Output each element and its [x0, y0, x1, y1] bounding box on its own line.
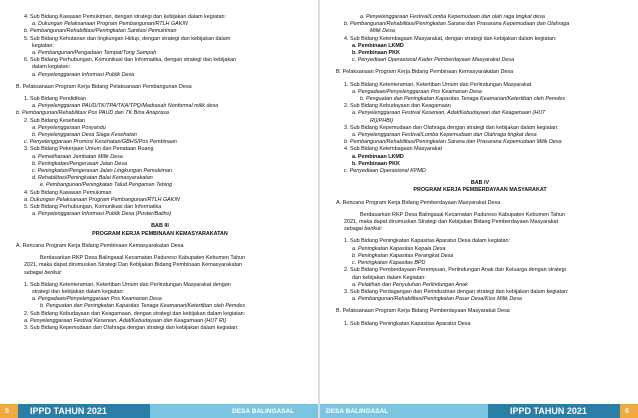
text-line: 2. Sub Bidang Kesehatan: [24, 117, 86, 124]
text-line: b. Peningkatan/Pengerasan Jalan Desa: [32, 160, 128, 167]
text-line: 1. Sub Bidang Ketenteraman, Ketertiban Umum dan Perlindungan Masyarakat: [344, 81, 532, 88]
text-line: a. Dukungan Pelaksanaan Program Pembangunan/RTLH GAKIN: [24, 196, 180, 203]
text-line: B. Pelaksanaan Program Kerja Bidang Pelaksanaan Pembangunan Desa: [16, 83, 192, 90]
text-line: 4. Sub Bidang Kawasan Pemukiman: [24, 189, 112, 196]
text-line: 3. Sub Bidang Pekerjaan Umum dan Penataan Ruang: [24, 146, 154, 153]
text-line: a. Pemeliharaan Jembatan Milik Desa: [32, 153, 123, 160]
text-line: a. Pengadaan/Penyelenggaraan Pos Keamanan Desa: [352, 88, 482, 95]
page-left: [0, 0, 318, 418]
text-line: b. Pembinaan PKK: [352, 50, 400, 57]
text-line: 2. Sub Bidang Kebudayaan dan Keagamaan: [344, 103, 451, 110]
text-line: sebagai berikut:: [344, 226, 383, 233]
text-line: 4. Sub Bidang Kelembagaan Masyarakat: [344, 146, 442, 153]
text-line: b. Pembangunan/Rehabilitasi/Peningkatan Sarana dan Prasarana Kepemudaan dan Olahraga: [344, 21, 570, 28]
text-line: a. Pembangunan/Pengadaan Tempat/Tong Sampah: [32, 50, 157, 57]
text-line: 5. Sub Bidang Perhubungan, Komunikasi dan Informatika: [24, 204, 162, 211]
text-line: 1. Sub Bidang Peningkatan Kapasitas Aparatur Desa: [344, 320, 471, 327]
text-line: RI)/PHBI): [370, 117, 394, 124]
footer-subtitle: DESA BALINGASAL: [326, 408, 389, 415]
text-line: a. Penyelenggaraan Posyandu: [32, 124, 106, 131]
text-line: a. Penyelenggaraan Festival/Lomba Kepemudaan dan olah raga tingkat desa: [360, 14, 545, 20]
text-line: c. Penyediaan Operasional KPMD: [344, 168, 426, 175]
text-line: a. Peningkatan Kapasitas Kepala Desa: [352, 245, 446, 252]
text-line: 3. Sub Bidang Perdagangan dan Perindustrian dengan strategi dan kebijakan dalam kegiatan:: [344, 288, 569, 295]
text-line: sebagai berikut:: [24, 269, 63, 276]
text-line: 2. Sub Bidang Kebudayaan dan Keagamaan, dengan strategi dan kebijakan dalam kegiatan:: [24, 310, 246, 317]
text-line: strategi dan kebijakan dalam kegiatan:: [32, 288, 124, 295]
text-line: 3. Sub Bidang Kepemudaan dan Olahraga dengan strategi dan kebijakan dalam kegiatan:: [344, 124, 559, 131]
text-line: 4. Sub Bidang Kelembagaan Masyarakat, dengan strategi dan kebijakan dalam kegiatan:: [344, 35, 557, 42]
text-line: e. Pembangunan/Peningkatan Talud Pengaman Tebing: [40, 182, 173, 189]
text-line: c. Peningkatan/Pengerasan Jalan Lingkungan Pemukiman: [32, 168, 172, 175]
chapter-heading: PROGRAM KERJA PEMBERDAYAAN MASYARAKAT: [413, 187, 547, 194]
page-right-footer: [320, 396, 638, 418]
text-line: c. Peningkatan Kapasitas BPD: [352, 260, 426, 267]
text-line: Milik Desa: [370, 28, 395, 35]
text-line: b. Penguatan dan Peningkatan Kapasitas Tenaga Keamanan/Ketertiban oleh Pemdes: [40, 303, 246, 310]
text-line: a. Pengadaan/Penyelenggaraan Pos Keamanan Desa: [32, 296, 162, 303]
text-line: b. Pembangunan/Rehabilitasi/Peningkatan Sanitasi Pemukiman: [24, 28, 177, 35]
text-line: c. Penyelenggaraan Promosi Kesehatan/GBHS/Pos Pembinaan: [24, 139, 177, 146]
text-line: b. Pembinaan PKK: [352, 160, 400, 167]
text-line: dan kebijakan dalam Kegiatan:: [352, 274, 426, 281]
text-line: b. Peningkatan Kapasitas Perangkat Desa: [352, 252, 454, 259]
footer-title: IPPD TAHUN 2021: [30, 406, 107, 416]
page-number: 6: [625, 408, 629, 415]
text-line: 1. Sub Bidang Pendidikan: [24, 96, 87, 103]
text-line: a. Penyelenggaraan Festival Kesenian, Adat/Kebudayaan dan Keagamaan (HUT: [352, 110, 546, 117]
text-line: B. Pelaksanaan Program Kerja Bidang Pemberdayaan Masyarakat Desa: [336, 308, 510, 315]
text-line: a. Pembangunan/Rehabilitasi/Peningkatan Pasar Desa/Kios Milik Desa: [352, 296, 522, 303]
text-line: b. Penguatan dan Peningkatan Kapasitas Tenaga Keamanan/Ketertiban oleh Pemdes: [360, 96, 566, 103]
page-number: 5: [5, 408, 9, 415]
text-line: 5. Sub Bidang Kehutanan dan lingkungan Hidup, dengan strategi dan kebijakan dalam: [24, 35, 231, 42]
page-left-content: [16, 14, 304, 390]
text-line: Berdasarkan RKP Desa Balingasal Kecamatan Padureso Kabupaten Kebumen Tahun: [40, 255, 246, 262]
text-line: a. Penyelenggaraan Informasi Publik Desa (Poster/Baliho): [32, 211, 172, 218]
text-line: 2. Sub Bidang Pemberdayaan Perempuan, Perlindungan Anak dan Keluarga dengan strategi: [344, 267, 566, 274]
text-line: 2021, maka dapat dirumuskan Strategi dan Kebijakan Bidang Pemberdayaan Masyarakat: [344, 219, 558, 226]
page-right-content: [336, 14, 624, 390]
chapter-heading: PROGRAM KERJA PEMBINAAN KEMASYARAKATAN: [92, 230, 228, 237]
text-line: a. Penyelenggaraan Festival/Lomba Kepemudaan dan Olahraga tingkat desa: [352, 132, 537, 139]
text-line: Berdasarkan RKP Desa Balingasal Kecamatan Padureso Kabupaten Kebumen Tahun: [360, 211, 566, 218]
text-line: a. Penyelenggaraan Festival Kesenian, Adat/Kebudayaan dan Keagamaan (HUT RI): [24, 317, 227, 324]
text-line: dalam kegiatan:: [32, 64, 71, 71]
text-line: 2021, maka dapat dirumuskan Strategi Dan Kebijakan Bidang Pembinaan Kemasyarakatan: [24, 262, 243, 269]
text-line: 1. Sub Bidang Ketenteraman, Ketertiban Umum dan Perlindungan Masyarakat dengan: [24, 281, 231, 288]
text-line: a. Pembinaan LKMD: [352, 153, 404, 160]
text-line: a. Pembinaan LKMD: [352, 42, 404, 49]
text-line: A. Rencana Program Kerja Bidang Pembinaan Kemasyarakatan Desa: [16, 242, 184, 249]
text-line: 1. Sub Bidang Peningkatan Kapasitas Aparatur Desa dalam kegiatan:: [344, 238, 511, 245]
page-left-footer: [0, 396, 318, 418]
text-line: 4. Sub Bidang Kawasan Pemukiman, dengan strategi dan kebijakan dalam kegiatan:: [24, 14, 226, 20]
text-line: a. Penyelenggaraan Informasi Publik Desa: [32, 71, 135, 78]
footer-title: IPPD TAHUN 2021: [510, 406, 587, 416]
text-line: b. Penyelenggaraan Desa Siaga Kesehatan: [32, 132, 137, 139]
text-line: c. Penyediaan Operasional Kader Pemberdayaan Masyarakat Desa: [352, 57, 515, 64]
chapter-heading: BAB III: [151, 223, 169, 230]
text-line: b. Pembangunan/Rehabilitasi Pos PAUD dan TK Bina Anaprasa: [16, 110, 169, 117]
text-line: a. Pelatihan dan Penyuluhan Perlindungan Anak: [352, 281, 468, 288]
text-line: b. Pembangunan/Rehabilitasi/Peningkatan Sarana dan Prasarana Kepemudaan Milik Desa: [344, 139, 562, 146]
text-line: a. Dukungan Pelaksanaan Program Pembangunan/RTLH GAKIN: [32, 21, 188, 28]
footer-subtitle: DESA BALINGASAL: [232, 408, 295, 415]
chapter-heading: BAB IV: [470, 180, 490, 187]
footer-bar-accent: [0, 404, 18, 418]
footer-bar-accent: [620, 404, 638, 418]
text-line: kegiatan:: [32, 42, 54, 49]
text-line: a. Penyelenggaraan PAUD/TK/TPA/TKA/TPQ/Madrasah Nonformal milik desa: [32, 103, 219, 110]
text-line: 6. Sub Bidang Perhubungan, Komunikasi dan Informatika, dengan strategi dan kebijakan: [24, 57, 237, 64]
text-line: d. Rehabilitasi/Peningkatan Balai Kemasyarakatan: [32, 175, 153, 182]
page-right: [320, 0, 638, 418]
text-line: 3. Sub Bidang Kepemudaan dan Olahraga dengan strategi dan kebijakan dalam kegiatan:: [24, 324, 239, 331]
text-line: A. Rencana Program Kerja Bidang Pemberdayaan Masyarakat Desa: [336, 199, 501, 206]
text-line: B. Pelaksanaan Program Kerja Bidang Pembinaan Kemasyarakatan Desa: [336, 69, 514, 76]
